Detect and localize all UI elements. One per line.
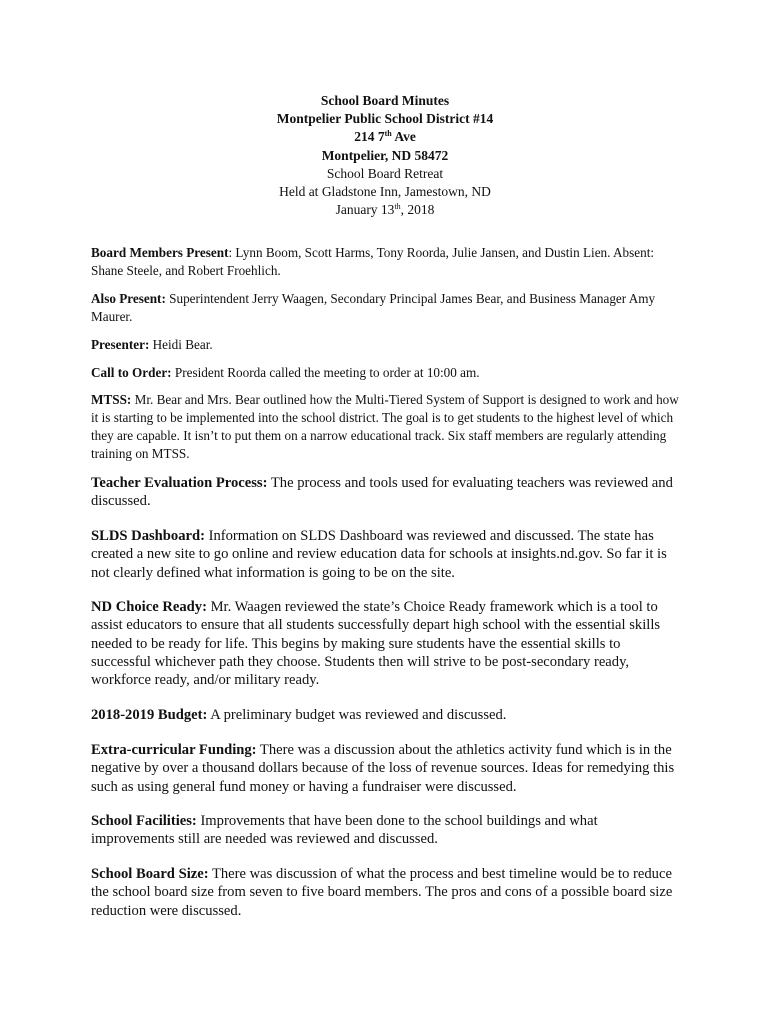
slds-dashboard-paragraph [91, 527, 681, 582]
extracurricular-funding-label: Extra-curricular Funding: [91, 742, 257, 758]
presenter-label: Presenter: [91, 337, 150, 352]
address-number: 214 7 [354, 129, 385, 145]
mtss-paragraph [91, 391, 681, 463]
document-title: School Board Minutes [320, 93, 450, 108]
address-superscript: th [384, 129, 392, 139]
district-city: Montpelier, ND 58472 [321, 147, 449, 163]
board-members-text: : Lynn Boom, Scott Harms, Tony Roorda, Julie Jansen, and Dustin Lien. Absent: Shane Steele, and Robert Froehlich. [91, 245, 655, 278]
also-present-text: Superintendent Jerry Waagen, Secondary Principal James Bear, and Business Manager Amy Maurer. [91, 291, 656, 324]
extracurricular-funding-paragraph [91, 741, 681, 796]
date-year: , 2018 [400, 202, 435, 218]
presenter-text: Heidi Bear. [149, 337, 213, 352]
also-present-label: Also Present: [91, 291, 166, 306]
presenter-paragraph [91, 336, 681, 354]
extracurricular-funding-text: There was a discussion about the athletics activity fund which is in the negative by over a thousand dollars because of the loss of revenue sources. Ideas for remedying this such as using general fund money or having a fundraiser were discussed. [91, 742, 675, 795]
nd-choice-ready-text: Mr. Waagen reviewed the state’s Choice Ready framework which is a tool to assist educators to ensure that all students successfully depart high school with the essential skills needed to be ready for life. This begins by making sure students have the essential skills to successful whichever path they choose. Students then will strive to be post-secondary ready, workforce ready, and/or military ready. [91, 599, 661, 689]
meeting-date [0, 201, 770, 219]
meeting-location: Held at Gladstone Inn, Jamestown, ND [279, 184, 491, 200]
school-board-size-text: There was discussion of what the process and best timeline would be to reduce the school board size from seven to five board members. The pros and cons of a possible board size reduction were discussed. [91, 866, 673, 919]
board-members-label: Board Members Present [91, 245, 229, 260]
budget-label: 2018-2019 Budget: [91, 707, 208, 723]
date-superscript: th [394, 202, 401, 212]
budget-text: A preliminary budget was reviewed and discussed. [207, 707, 507, 723]
school-facilities-label: School Facilities: [91, 813, 197, 829]
slds-dashboard-text: Information on SLDS Dashboard was reviewed and discussed. The state has created a new site to go online and review education data for schools at insights.nd.gov. So far it is not clearly defined what information is going to be on the site. [91, 528, 667, 581]
call-to-order-label: Call to Order: [91, 365, 172, 380]
district-address [0, 128, 770, 146]
nd-choice-ready-paragraph [91, 598, 681, 689]
school-facilities-paragraph [91, 812, 681, 849]
slds-dashboard-label: SLDS Dashboard: [91, 528, 205, 544]
district-name: Montpelier Public School District #14 [276, 111, 494, 127]
budget-paragraph [91, 706, 681, 724]
board-members-paragraph [91, 244, 681, 280]
nd-choice-ready-label: ND Choice Ready: [91, 599, 207, 615]
mtss-text: Mr. Bear and Mrs. Bear outlined how the Multi-Tiered System of Support is designed to work and how it is starting to be implemented into the school district. The goal is to get students to the highest level of which they are capable. It isn’t to put them on a narrow educational track. Six staff members are regularly attending training on MTSS. [91, 392, 679, 461]
call-to-order-text: President Roorda called the meeting to order at 10:00 am. [171, 365, 480, 380]
teacher-evaluation-label: Teacher Evaluation Process: [91, 475, 268, 491]
call-to-order-paragraph [91, 364, 681, 382]
school-board-size-paragraph [91, 865, 681, 920]
teacher-evaluation-text: The process and tools used for evaluating teachers was reviewed and discussed. [91, 475, 673, 510]
school-facilities-text: Improvements that have been done to the school buildings and what improvements still are needed was reviewed and discussed. [91, 813, 598, 848]
teacher-evaluation-paragraph [91, 474, 681, 511]
mtss-label: MTSS: [91, 392, 132, 407]
minutes-header [0, 92, 770, 219]
meeting-event: School Board Retreat [326, 165, 444, 181]
date-day: January 13 [335, 202, 395, 218]
also-present-paragraph [91, 290, 681, 326]
address-street: Ave [391, 129, 416, 145]
school-board-size-label: School Board Size: [91, 866, 209, 882]
